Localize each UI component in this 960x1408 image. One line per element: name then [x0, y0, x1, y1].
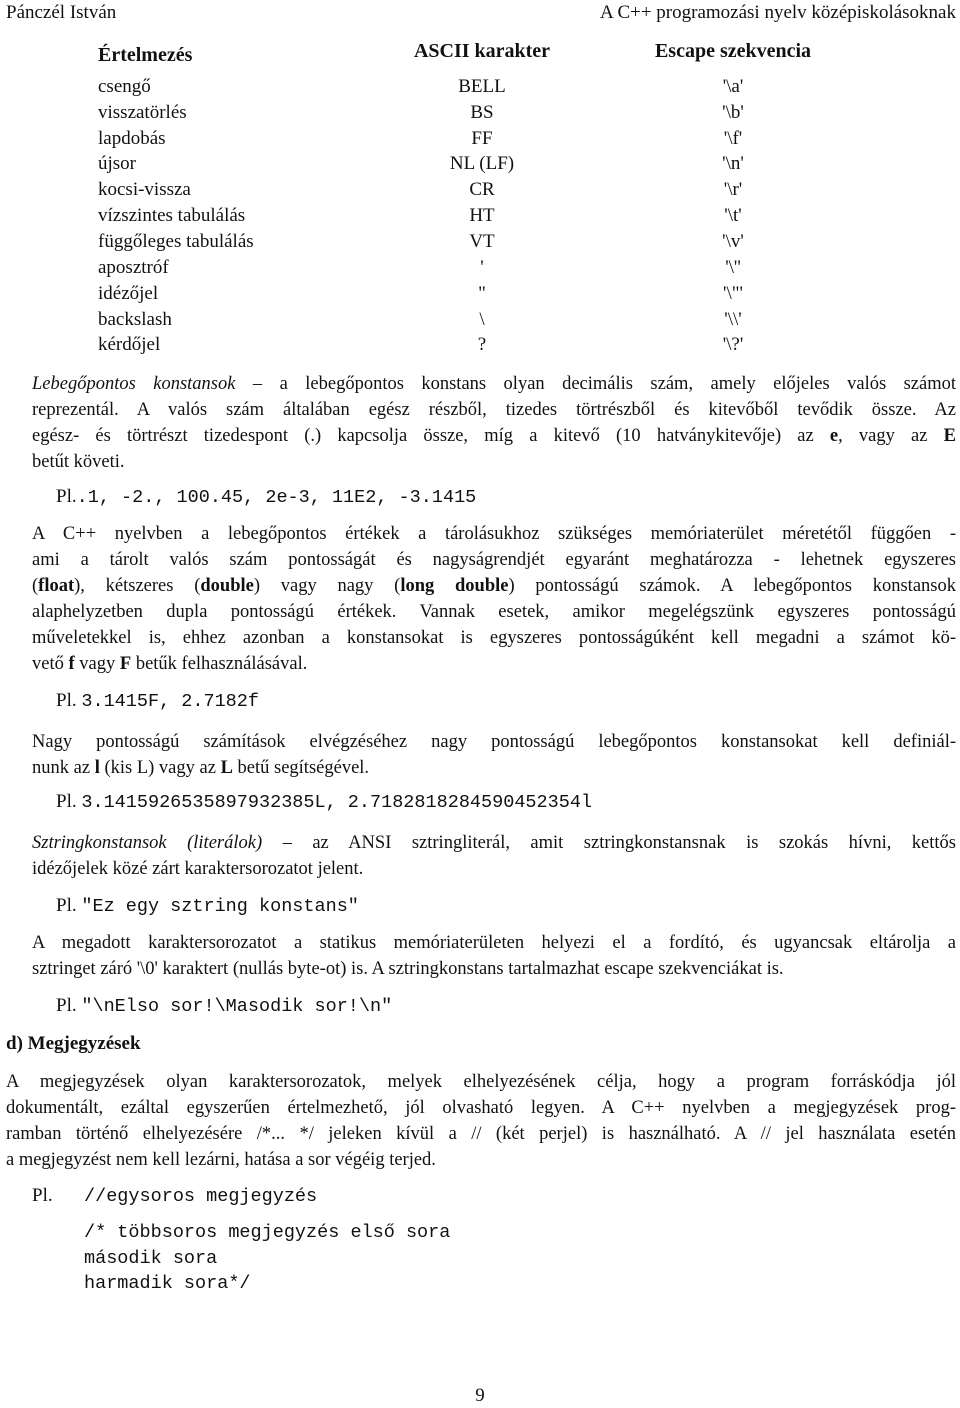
table-row	[0, 309, 960, 335]
table-row	[0, 76, 960, 102]
table-row	[0, 205, 960, 231]
string-storage-paragraph: A megadott karaktersorozatot a statikus memóriaterületen helyezi el a fordító, és ugyancsak eltárolja a sztringet záró '\0' karaktert (nullás byte-ot) is. A sztringkonstans tartalmazhat escape szekvenciákat is.	[32, 933, 956, 979]
code-line: második sora	[84, 1248, 218, 1269]
table-cell: '\a'	[722, 76, 744, 97]
page-number: 9	[475, 1385, 485, 1406]
long-double-paragraph: Nagy pontosságú számítások elvégzéséhez nagy pontosságú lebegőpontos konstansokat kell definiál- nunk az l (kis L) vagy az L betű segítségével.	[32, 732, 956, 778]
table-cell: '\''	[725, 257, 741, 278]
table-row	[0, 334, 960, 360]
code-snippet: "Ez egy sztring konstans"	[81, 896, 359, 917]
table-row	[0, 257, 960, 283]
long-double-example: Pl. 3.1415926535897932385L, 2.7182818284590452354l	[56, 791, 593, 813]
table-cell: '\f'	[723, 128, 743, 149]
table-row	[0, 128, 960, 154]
section-heading-comments: d) Megjegyzések	[6, 1033, 141, 1054]
table-cell: kérdőjel	[98, 334, 161, 355]
table-row	[0, 102, 960, 128]
table-cell: '\\'	[724, 309, 742, 330]
table-cell: HT	[469, 205, 495, 226]
table-cell: lapdobás	[98, 128, 166, 149]
table-cell: '\v'	[722, 231, 744, 252]
precision-paragraph: A C++ nyelvben a lebegőpontos értékek a tárolásukhoz szükséges memóriaterület méretétől függően - ami a tárolt valós szám pontosságát és nagyságrendjét egyaránt meghatározza - lehetnek egyszeres (float), kétszeres (double) vagy nagy (long double) pontosságú számok. A lebegőpontos konstansok alaphelyzetben dupla pontosságú értékek. Vannak esetek, amikor megelégszünk egyszeres pontosságú műveletekkel is, ehhez azonban a konstansokat is egyszeres pontosságúként kell megadni a számot kö- vető f vagy F betűk felhasználásával.	[32, 524, 956, 674]
table-cell: "	[478, 283, 486, 304]
table-cell: '\?'	[722, 334, 744, 355]
table-cell: '\r'	[723, 179, 743, 200]
table-cell: ?	[477, 334, 487, 355]
header-author: Pánczél István	[6, 2, 117, 23]
table-cell: BELL	[458, 76, 506, 97]
string-example: Pl. "Ez egy sztring konstans"	[56, 895, 359, 917]
code-line: harmadik sora*/	[84, 1273, 251, 1294]
table-cell: VT	[469, 231, 495, 252]
code-snippet: 3.1415F, 2.7182f	[81, 691, 259, 712]
string-escape-example: Pl. "\nElso sor!\Masodik sor!\n"	[56, 995, 393, 1017]
table-cell: '\"'	[723, 283, 743, 304]
float-example: Pl..1, -2., 100.45, 2e-3, 11E2, -3.1415	[56, 486, 477, 508]
code-snippet: .1, -2., 100.45, 2e-3, 11E2, -3.1415	[76, 487, 477, 508]
term-string-constants: Sztringkonstansok (literálok)	[32, 833, 263, 853]
table-header-ascii: ASCII karakter	[413, 40, 551, 62]
float-constants-paragraph: Lebegőpontos konstansok – a lebegőpontos konstans olyan decimális szám, amely előjeles valós számot reprezentál. A valós szám általában egész részből, tizedes törtrészből és kitevőből tevődik össze. Az egész- és törtrészt tizedespont (.) kapcsolja össze, míg a kitevő (10 hatványkitevője) az e, vagy az E betűt követi.	[32, 374, 957, 472]
header-book-title: A C++ programozási nyelv középiskolásoknak	[600, 2, 956, 23]
table-cell: '\n'	[722, 153, 744, 174]
comments-example-label: Pl.	[32, 1185, 53, 1206]
table-cell: újsor	[98, 153, 136, 174]
table-header-meaning: Értelmezés	[98, 44, 193, 66]
table-cell: '\b'	[722, 102, 744, 123]
table-row	[0, 179, 960, 205]
table-cell: FF	[471, 128, 493, 149]
table-cell: visszatörlés	[98, 102, 187, 123]
precision-example: Pl. 3.1415F, 2.7182f	[56, 690, 259, 712]
code-line: /* többsoros megjegyzés első sora	[84, 1222, 451, 1243]
table-cell: \	[479, 309, 485, 330]
table-cell: függőleges tabulálás	[98, 231, 254, 252]
code-snippet: 3.1415926535897932385L, 2.7182818284590452354l	[81, 792, 593, 813]
term-float-constants: Lebegőpontos konstansok	[32, 374, 236, 394]
table-cell: '	[480, 257, 484, 278]
table-cell: aposztróf	[98, 257, 169, 278]
table-cell: CR	[469, 179, 495, 200]
table-row	[0, 283, 960, 309]
table-cell: kocsi-vissza	[98, 179, 191, 200]
table-row	[0, 231, 960, 257]
string-constants-paragraph: Sztringkonstansok (literálok) – az ANSI sztringliterál, amit sztringkonstansnak is szokás hívni, kettős idézőjelek közé zárt karaktersorozatot jelent.	[32, 833, 956, 879]
table-cell: BS	[470, 102, 494, 123]
table-header-escape: Escape szekvencia	[654, 40, 812, 62]
table-cell: '\t'	[724, 205, 742, 226]
table-cell: idézőjel	[98, 283, 159, 304]
code-snippet: "\nElso sor!\Masodik sor!\n"	[81, 996, 393, 1017]
table-row	[0, 153, 960, 179]
table-cell: vízszintes tabulálás	[98, 205, 246, 226]
table-cell: csengő	[98, 76, 151, 97]
code-line: //egysoros megjegyzés	[84, 1186, 318, 1207]
comments-paragraph: A megjegyzések olyan karaktersorozatok, melyek elhelyezésének célja, hogy a program forráskódja jól dokumentált, ezáltal egyszerűen értelmezhető, jól olvasható legyen. A C++ nyelvben a megjegyzések prog- ramban történő elhelyezésére /*... */ jeleken kívül a // (két perjel) is használható. A // jel használata esetén a megjegyzést nem kell lezárni, hatása a sor végéig terjed.	[6, 1072, 956, 1170]
table-cell: backslash	[98, 309, 172, 330]
table-cell: NL (LF)	[449, 153, 515, 174]
